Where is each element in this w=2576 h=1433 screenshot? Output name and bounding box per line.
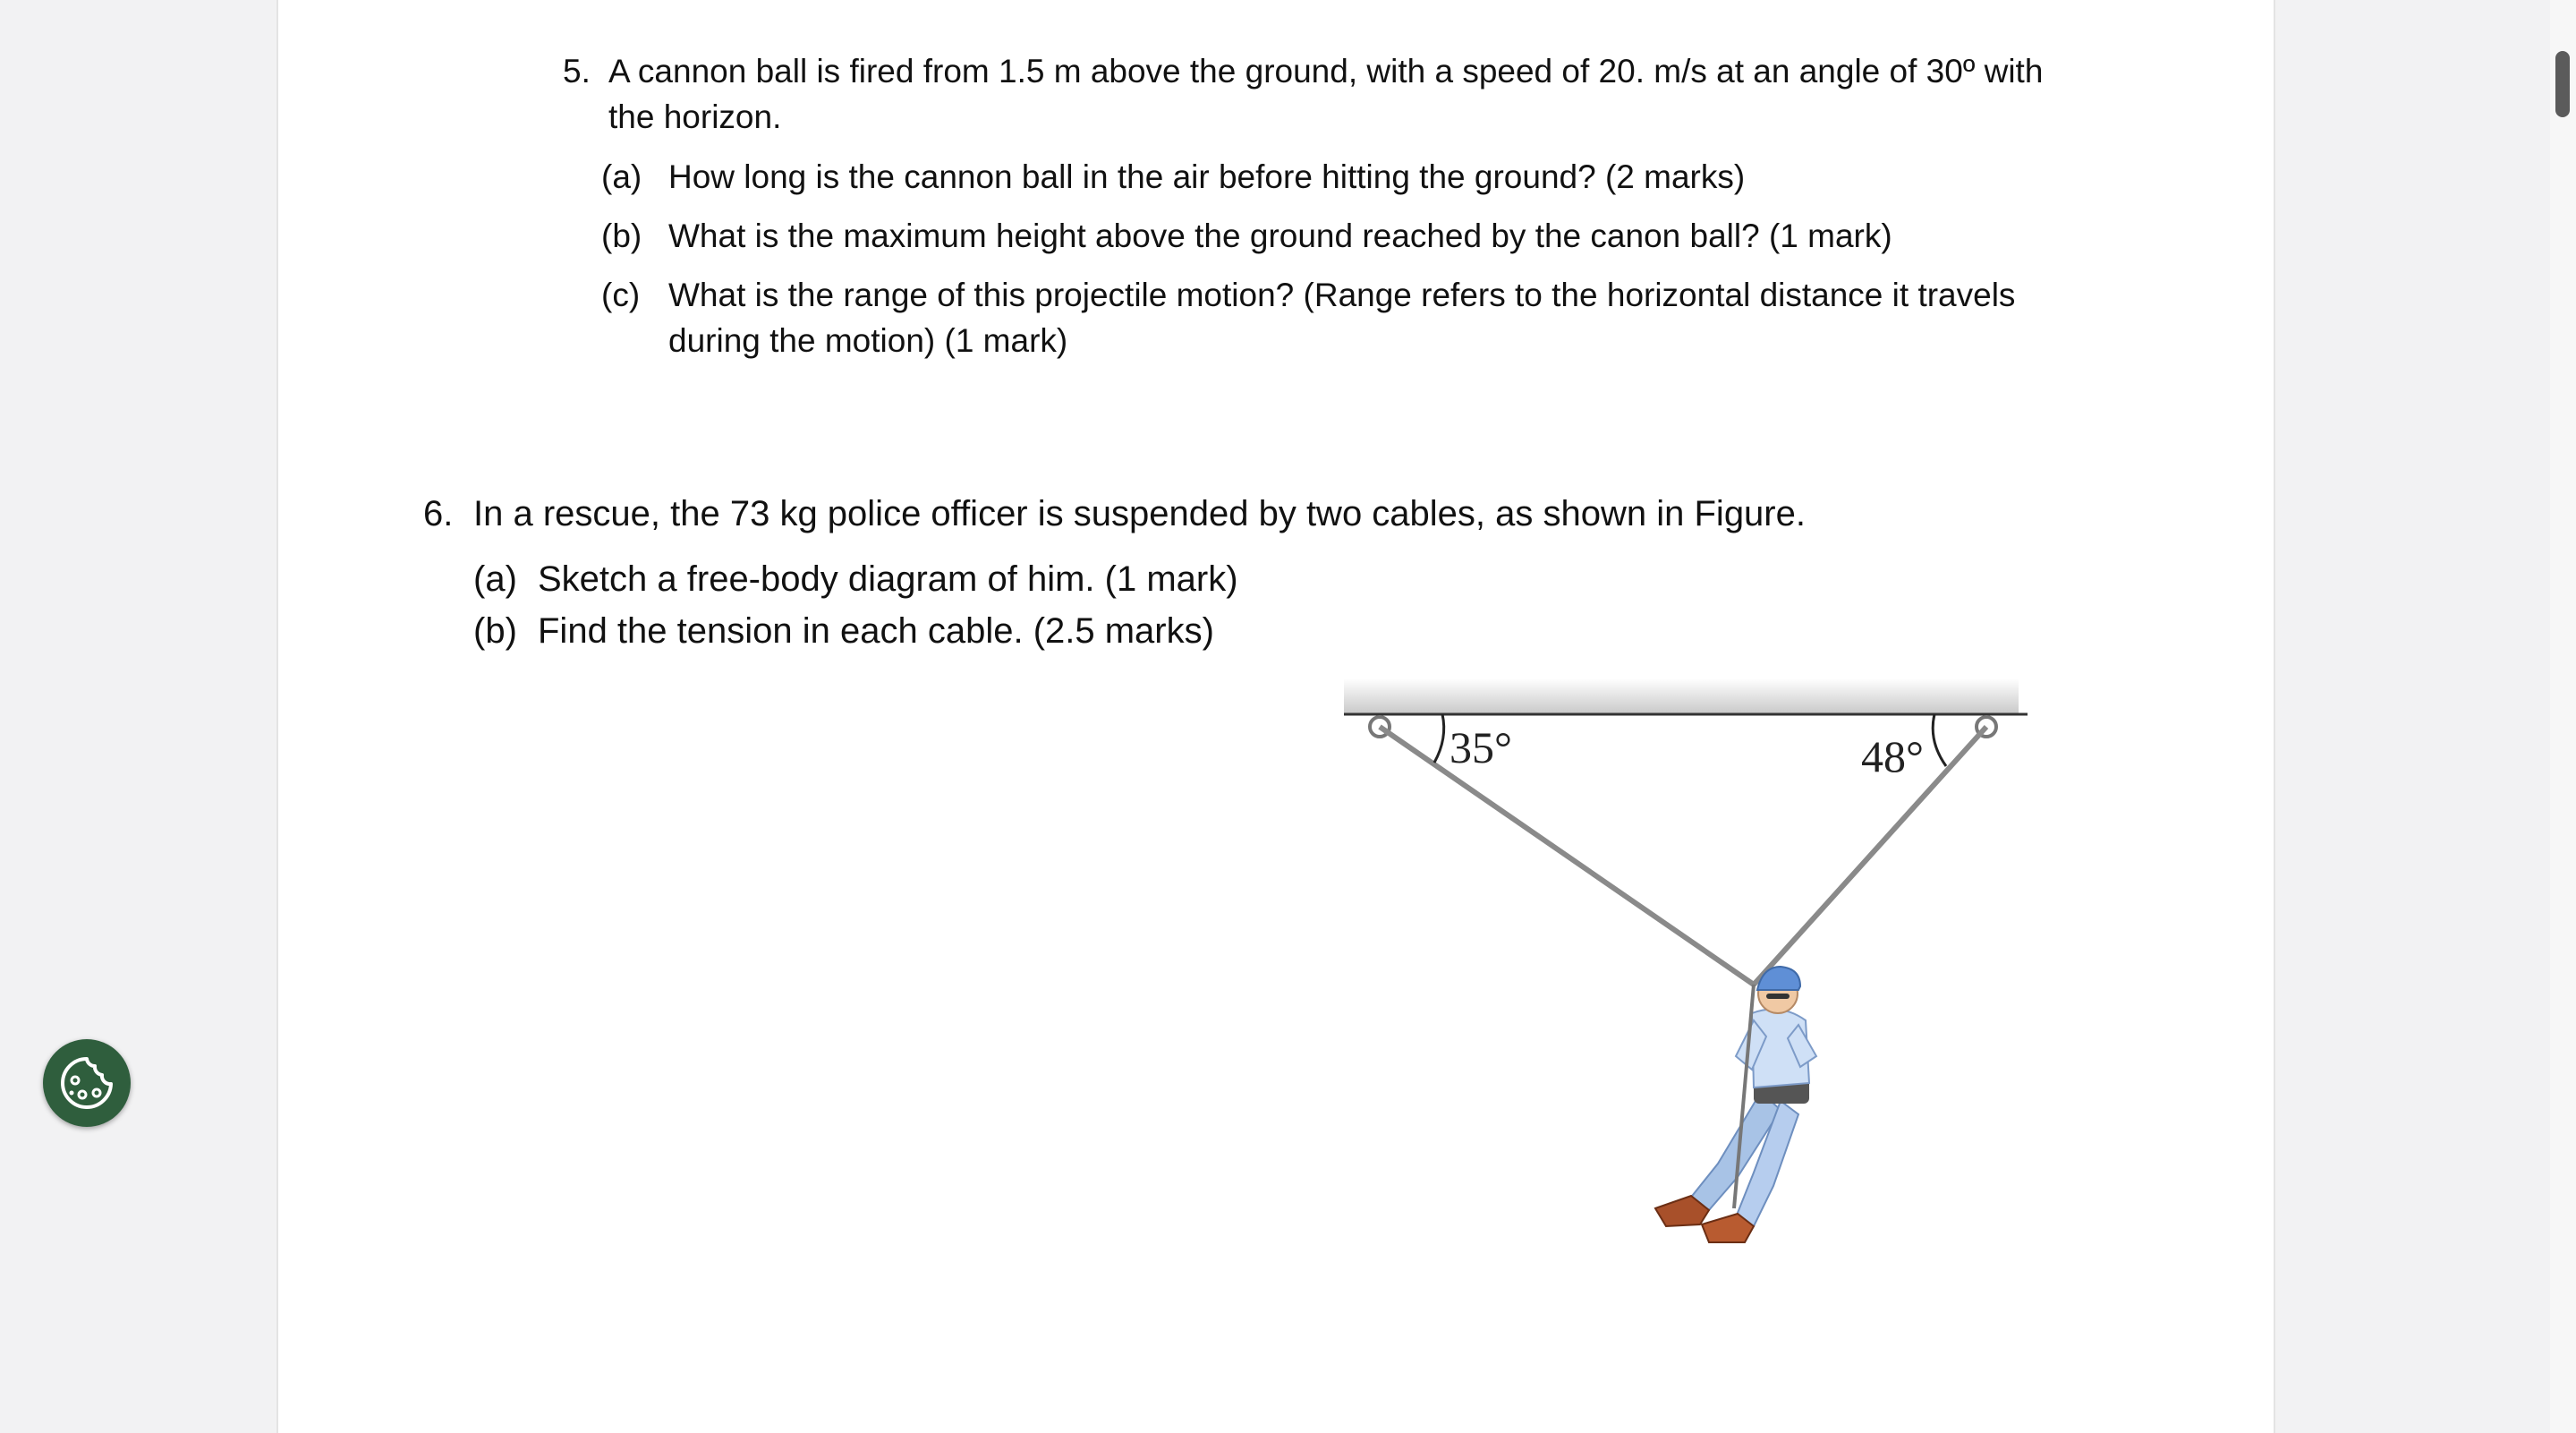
left-angle-arc [1434,714,1444,763]
q5-text-line2: the horizon. [608,98,782,135]
q5c-text-line2: during the motion) (1 mark) [668,322,1068,359]
cookie-icon [55,1052,118,1114]
q6a-text: Sketch a free-body diagram of him. (1 mark) [538,559,1238,599]
police-officer [1655,967,1816,1242]
q6b-text: Find the tension in each cable. (2.5 marks) [538,611,1214,651]
q5a-label: (a) [601,158,642,195]
vertical-scrollbar[interactable] [2550,0,2576,1433]
scrollbar-thumb[interactable] [2555,51,2570,117]
q6-text: In a rescue, the 73 kg police officer is suspended by two cables, as shown in Figure. [473,494,1806,533]
q5-text-line1: A cannon ball is fired from 1.5 m above the ground, with a speed of 20. m/s at an angle of 30º with [608,53,2044,90]
right-angle-label: 48° [1861,731,1924,781]
q5c-label: (c) [601,277,641,313]
left-angle-label: 35° [1450,722,1512,772]
q6-number: 6. [423,494,454,533]
left-cable [1380,727,1754,985]
q5c-text-line1: What is the range of this projectile motion? (Range refers to the horizontal distance it travels [668,277,2016,313]
ceiling [1344,678,2019,714]
q6b-label: (b) [473,611,517,651]
q5b-text: What is the maximum height above the ground reached by the canon ball? (1 mark) [668,218,1892,254]
q6a-label: (a) [473,559,517,599]
rescue-figure [1333,662,2049,1253]
q5a-text: How long is the cannon ball in the air before hitting the ground? (2 marks) [668,158,1746,195]
right-angle-arc [1933,714,1946,766]
q5-number: 5. [563,53,591,90]
cookie-settings-button[interactable] [43,1039,131,1127]
q5b-label: (b) [601,218,642,254]
